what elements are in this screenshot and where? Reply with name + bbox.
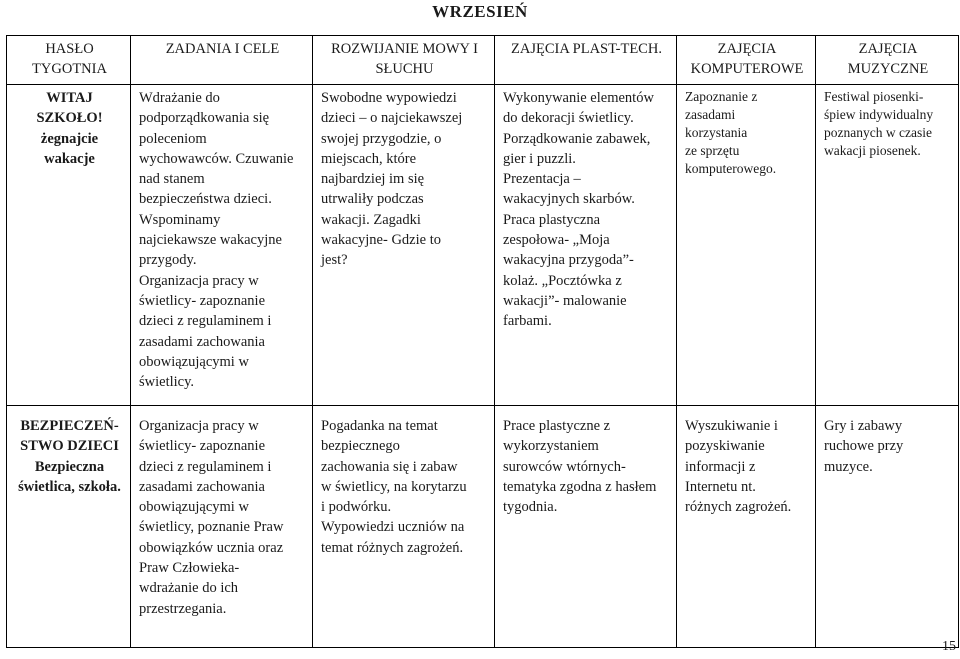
text-line: różnych zagrożeń. [685, 499, 792, 516]
tasks-cell [131, 406, 313, 648]
motto-line: świetlica, szkoła. [18, 478, 121, 495]
text-line: świetlicy, poznanie Praw [139, 519, 284, 536]
text-line: świetlicy- zapoznanie [139, 438, 266, 455]
music-cell [816, 85, 959, 406]
text-line: informacji z [685, 458, 756, 475]
speech-cell [313, 85, 495, 406]
text-line: przestrzegania. [139, 600, 227, 617]
text-line: zasadami zachowania [139, 478, 265, 495]
text-line: wakacyjne- Gdzie to [321, 232, 441, 249]
text-line: poznanych w czasie [824, 125, 932, 140]
text-line: Prace plastyczne z [503, 418, 611, 434]
text-line: ruchowe przy [824, 438, 904, 455]
text-line: tematyka zgodna z hasłem [503, 478, 657, 495]
text-line: Porządkowanie zabawek, [503, 130, 651, 147]
motto-line: SZKOŁO! [36, 110, 103, 127]
text-line: wakacji. Zagadki [321, 211, 421, 228]
header-cell: ZAJĘCIA PLAST-TECH. [495, 36, 677, 85]
text-line: najciekawsze wakacyjne [139, 232, 282, 249]
text-line: bezpieczeństwa dzieci. [139, 191, 272, 208]
text-line: śpiew indywidualny [824, 107, 934, 122]
text-line: jest? [321, 252, 348, 269]
text-line: podporządkowania się [139, 110, 270, 127]
page-number: 15 [942, 639, 956, 654]
text-line: Praw Człowieka- [139, 560, 240, 577]
text-line: dzieci – o najciekawszej [321, 110, 463, 127]
text-line: Pogadanka na temat [321, 418, 438, 434]
text-line: swojej przygodzie, o [321, 130, 442, 147]
text-line: wakacyjnych skarbów. [503, 191, 635, 208]
text-line: w świetlicy, na korytarzu [321, 478, 467, 495]
text-line: zasadami zachowania [139, 333, 265, 350]
text-line: Gry i zabawy [824, 418, 903, 434]
text-line: farbami. [503, 313, 552, 330]
text-line: gier i puzzli. [503, 150, 576, 167]
text-line: Wypowiedzi uczniów na [321, 519, 465, 536]
text-line: ze sprzętu [685, 143, 740, 158]
header-cell: HASŁO TYGOTNIA [7, 36, 131, 85]
page-title: WRZESIEŃ [432, 2, 528, 21]
text-line: korzystania [685, 125, 748, 140]
text-line: surowców wtórnych- [503, 458, 626, 475]
motto-line: wakacje [44, 150, 95, 167]
text-line: miejscach, które [321, 150, 417, 167]
header-cell: ZADANIA I CELE [131, 36, 313, 85]
text-line: wakacji”- malowanie [503, 292, 627, 309]
art-cell [495, 85, 677, 406]
text-line: wakacyjna przygoda”- [503, 252, 634, 269]
computer-cell [677, 406, 816, 648]
computer-cell [677, 85, 816, 406]
text-line: i podwórku. [321, 499, 392, 516]
text-line: obowiązującymi w [139, 353, 249, 370]
text-line: nad stanem [139, 171, 205, 188]
text-line: do dekoracji świetlicy. [503, 110, 634, 127]
text-line: świetlicy- zapoznanie [139, 292, 266, 309]
text-line: bezpiecznego [321, 438, 400, 455]
motto-line: BEZPIECZEŃ- [20, 418, 119, 434]
text-line: poleceniom [139, 130, 207, 147]
text-line: pozyskiwanie [685, 438, 765, 455]
text-line: zespołowa- „Moja [503, 232, 610, 249]
motto-line: Bezpieczna [34, 458, 105, 475]
text-line: dzieci z regulaminem i [139, 458, 272, 475]
plan-table [6, 35, 959, 648]
motto-cell [7, 85, 131, 406]
text-line: obowiązków ucznia oraz [139, 539, 284, 556]
text-line: najbardziej im się [321, 171, 425, 188]
table-row [7, 406, 959, 648]
text-line: Wyszukiwanie i [685, 418, 778, 434]
text-line: Internetu nt. [685, 478, 756, 495]
header-cell: ROZWIJANIE MOWY I SŁUCHU [313, 36, 495, 85]
text-line: utrwaliły podczas [321, 191, 424, 208]
text-line: Organizacja pracy w [139, 418, 259, 434]
text-line: wykorzystaniem [503, 438, 599, 455]
text-line: Wspominamy [139, 211, 221, 228]
text-line: Organizacja pracy w [139, 272, 259, 289]
header-row [7, 36, 959, 85]
motto-cell [7, 406, 131, 648]
text-line: Praca plastyczna [503, 211, 601, 228]
text-line: obowiązującymi w [139, 499, 249, 516]
text-line: kolaż. „Pocztówka z [503, 272, 622, 289]
art-cell [495, 406, 677, 648]
text-line: wakacji piosenek. [824, 143, 921, 158]
motto-line: żegnajcie [40, 130, 99, 147]
text-line: tygodnia. [503, 499, 558, 516]
text-line: wdrażanie do ich [139, 580, 239, 597]
text-line: dzieci z regulaminem i [139, 313, 272, 330]
header-cell: ZAJĘCIA KOMPUTEROWE [677, 36, 816, 85]
speech-cell [313, 406, 495, 648]
text-line: Prezentacja – [503, 171, 581, 188]
text-line: muzyce. [824, 458, 873, 475]
text-line: zasadami [685, 107, 736, 122]
text-line: Festiwal piosenki- [824, 89, 924, 104]
text-line: świetlicy. [139, 374, 195, 391]
header-cell: ZAJĘCIA MUZYCZNE [816, 36, 959, 85]
tasks-cell [131, 85, 313, 406]
text-line: Swobodne wypowiedzi [321, 90, 457, 106]
text-line: wychowawców. Czuwanie [139, 150, 294, 167]
text-line: przygody. [139, 252, 197, 269]
motto-line: STWO DZIECI [20, 438, 119, 455]
text-line: Wykonywanie elementów [503, 90, 654, 106]
text-line: komputerowego. [685, 161, 777, 176]
text-line: temat różnych zagrożeń. [321, 539, 464, 556]
text-line: zachowania się i zabaw [321, 458, 458, 475]
text-line: Wdrażanie do [139, 90, 220, 106]
table-row [7, 85, 959, 406]
text-line: Zapoznanie z [685, 89, 758, 104]
music-cell [816, 406, 959, 648]
motto-line: WITAJ [46, 90, 93, 106]
